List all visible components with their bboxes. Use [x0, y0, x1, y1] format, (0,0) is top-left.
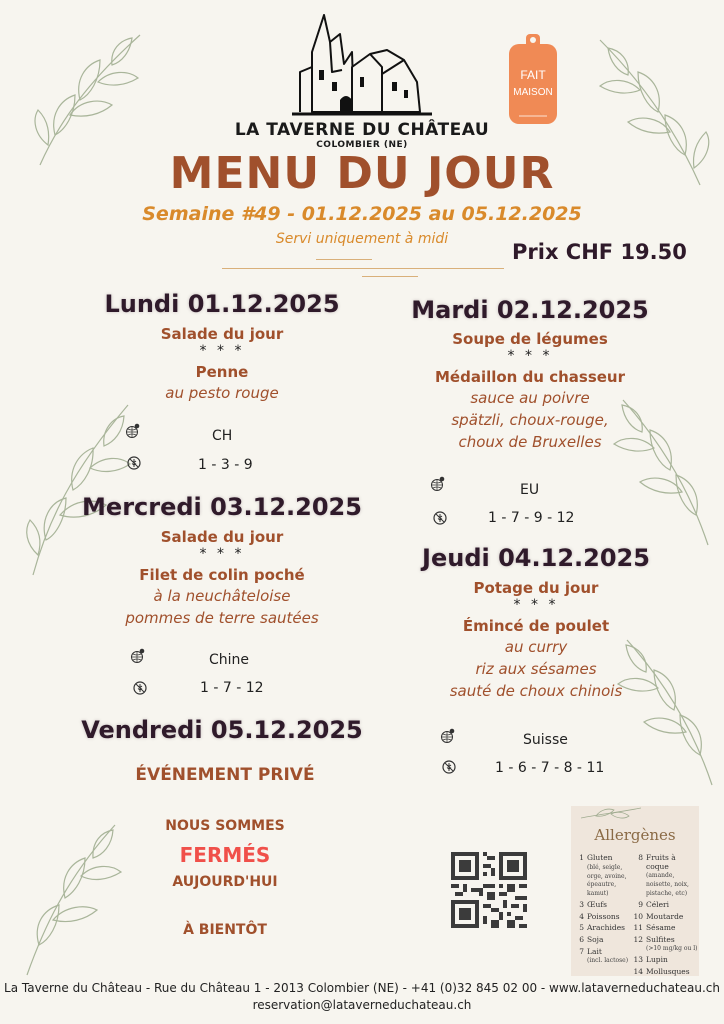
divider	[316, 259, 372, 260]
divider	[222, 268, 504, 269]
allergens-left-column	[574, 854, 636, 968]
price-label: Prix CHF 19.50	[512, 240, 687, 264]
side-dish: pommes de terre sautées	[125, 609, 319, 627]
leaf-branch-icon	[581, 806, 641, 828]
starter: Potage du jour	[473, 579, 599, 597]
day-tuesday	[380, 296, 680, 451]
allergen-list: 1 - 6 - 7 - 8 - 11	[495, 760, 605, 776]
day-title: Lundi 01.12.2025	[104, 290, 340, 318]
served-note: Servi uniquement à midi	[275, 231, 449, 247]
main-dish: Émincé de poulet	[462, 617, 610, 635]
side-dish: sauté de choux chinois	[449, 682, 623, 700]
badge-line1: FAIT	[520, 68, 546, 82]
closed-line: NOUS SOMMES	[165, 818, 285, 834]
allergen-item: 11 Sésame	[633, 923, 676, 933]
starter: Salade du jour	[160, 528, 284, 546]
castle-logo-icon	[292, 12, 432, 122]
allergen-wheat-icon	[432, 510, 448, 530]
side-dish: riz aux sésames	[475, 660, 597, 678]
allergens-card	[571, 806, 699, 976]
starter: Salade du jour	[160, 325, 284, 343]
day-title: Jeudi 04.12.2025	[422, 544, 650, 572]
side-dish: choux de Bruxelles	[458, 433, 602, 451]
origin-label: EU	[520, 482, 540, 498]
globe-pin-icon	[130, 648, 146, 668]
leaf-branch-bottom-left-icon	[15, 810, 125, 980]
badge-line2: MAISON	[513, 87, 553, 98]
week-label: Semaine #49 - 01.12.2025 au 05.12.2025	[142, 203, 582, 225]
allergen-list: 1 - 3 - 9	[198, 457, 253, 473]
allergen-item: 13 Lupin	[633, 955, 668, 965]
restaurant-location: COLOMBIER (NE)	[316, 140, 408, 150]
main-dish: Médaillon du chasseur	[434, 368, 626, 386]
closed-line: AUJOURD'HUI	[172, 874, 278, 890]
allergen-item: 14 Mollusques	[633, 966, 690, 976]
allergens-title: Allergènes	[594, 826, 676, 844]
allergen-item: 7 Lait (incl. lactose)	[579, 946, 629, 965]
qr-code-icon[interactable]	[451, 852, 527, 928]
allergen-list: 1 - 7 - 9 - 12	[488, 510, 575, 526]
allergen-item: 10 Moutarde	[633, 911, 684, 921]
globe-pin-icon	[125, 423, 141, 443]
day-wednesday	[72, 493, 372, 627]
allergen-wheat-icon	[132, 680, 148, 700]
allergen-item: 5 Arachides	[579, 923, 625, 933]
origin-label: CH	[212, 428, 233, 444]
main-dish: Penne	[195, 363, 249, 381]
restaurant-name: LA TAVERNE DU CHÂTEAU	[234, 120, 490, 140]
side-dish: sauce au poivre	[470, 389, 590, 407]
cutting-board-badge-icon	[507, 34, 559, 124]
separator-stars: * * *	[507, 348, 553, 364]
main-dish: Filet de colin poché	[139, 566, 305, 584]
farewell-line: À BIENTÔT	[183, 922, 267, 938]
event-label: ÉVÉNEMENT PRIVÉ	[135, 765, 315, 785]
side-dish: spätzli, choux-rouge,	[451, 411, 609, 429]
origin-label: Suisse	[523, 732, 568, 748]
side-dish: au curry	[504, 638, 568, 656]
footer-address: La Taverne du Château - Rue du Château 1 - 2013 Colombier (NE) - +41 (0)32 845 02 00 - www.lataverneduchateau.ch	[4, 981, 720, 995]
allergen-item: 4 Poissons	[579, 911, 620, 921]
day-title: Mardi 02.12.2025	[411, 296, 649, 324]
separator-stars: * * *	[199, 343, 245, 359]
day-friday-title: Vendredi 05.12.2025	[81, 716, 363, 744]
allergen-item: 1 Gluten (blé, seigle, orge, avoine, épeautre, kamut)	[579, 853, 627, 898]
closed-highlight: FERMÉS	[179, 843, 271, 867]
separator-stars: * * *	[513, 597, 559, 613]
side-dish: à la neuchâteloise	[153, 587, 291, 605]
side-dish: au pesto rouge	[165, 384, 279, 402]
globe-pin-icon	[430, 476, 446, 496]
allergens-right-column	[633, 854, 699, 976]
globe-pin-icon	[440, 728, 456, 748]
day-title: Mercredi 03.12.2025	[82, 493, 362, 521]
allergen-wheat-icon	[126, 455, 142, 475]
day-monday	[72, 290, 372, 402]
day-thursday	[386, 544, 686, 700]
allergen-wheat-icon	[441, 759, 457, 779]
allergen-item: 3 Œufs	[579, 900, 607, 910]
page-title: MENU DU JOUR	[169, 148, 555, 199]
allergen-list: 1 - 7 - 12	[200, 680, 264, 696]
separator-stars: * * *	[199, 546, 245, 562]
origin-label: Chine	[209, 652, 250, 668]
divider	[362, 276, 418, 277]
allergen-item: 9 Céleri	[638, 899, 669, 909]
footer-email-link[interactable]: reservation@lataverneduchateau.ch	[252, 998, 472, 1012]
starter: Soupe de légumes	[452, 330, 608, 348]
allergen-item: 6 Soja	[579, 935, 604, 945]
allergen-item: 8 Fruits à coque (amande, noisette, noix, pistache, etc)	[638, 853, 689, 898]
allergen-item: 12 Sulfites (>10 mg/kg ou l)	[633, 934, 698, 953]
